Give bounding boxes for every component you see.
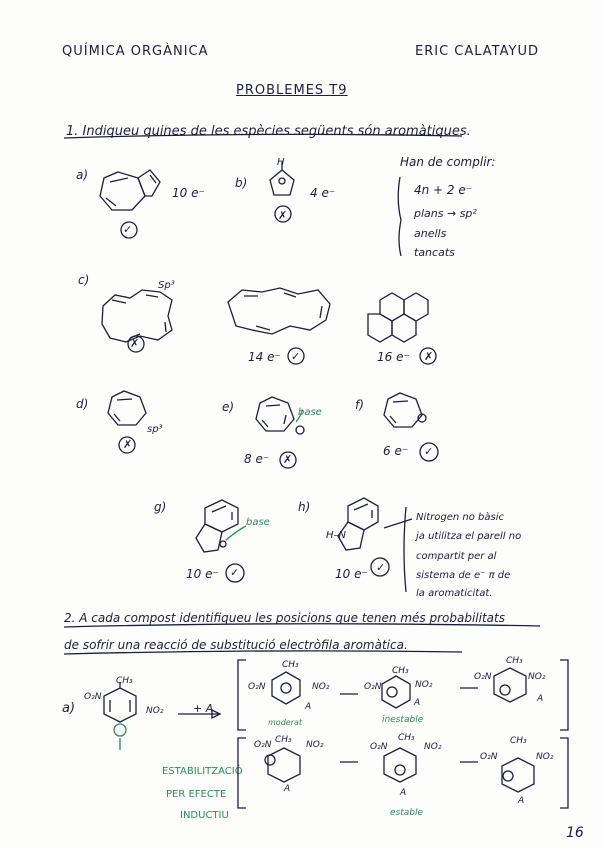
criteria-item: anells: [414, 227, 447, 240]
substituent: A: [400, 788, 407, 798]
verdict-mark: ✓: [123, 223, 133, 236]
substituent: O₂N: [364, 682, 382, 692]
substituent: NO₂: [536, 752, 554, 762]
substituent: O₂N: [480, 752, 498, 762]
atom-label: H–N: [326, 530, 346, 541]
item-label: c): [78, 273, 90, 287]
substituent: O₂N: [254, 740, 272, 750]
substituent: NO₂: [424, 742, 442, 752]
annulene-sp3: [102, 290, 172, 342]
nitrogen-note: sistema de e⁻ π de: [416, 570, 511, 581]
q2-statement: de sofrir una reacció de substitució electròfila aromàtica.: [64, 638, 408, 652]
stabilization-note: INDUCTIU: [180, 810, 229, 821]
indenyl-anion-structure: [196, 500, 246, 552]
verdict-mark: ✗: [123, 438, 133, 451]
item-label: h): [298, 500, 311, 514]
indole-structure: [338, 498, 378, 550]
electron-count: 14 e⁻: [248, 350, 281, 364]
intermediate-note: inestable: [382, 715, 424, 725]
q1-underline: [64, 134, 462, 138]
substituent: CH₃: [510, 736, 527, 746]
item-label: e): [222, 400, 235, 414]
verdict-mark: ✓: [291, 350, 301, 363]
item-label: d): [76, 397, 89, 411]
author-header: ERIC CALATAYUD: [415, 44, 539, 59]
reagent-label: + A: [193, 702, 214, 715]
item-label: g): [154, 500, 167, 514]
tropylium-structure: [384, 393, 426, 427]
nitrogen-note: la aromaticitat.: [416, 588, 493, 599]
sigma-complex-bottom: [265, 748, 534, 792]
electron-count: 8 e⁻: [244, 452, 270, 466]
electron-count: 4 e⁻: [310, 186, 336, 200]
substituent: CH₃: [275, 735, 292, 745]
substituent: NO₂: [415, 680, 433, 690]
q1-statement: 1. Indiqueu quines de les espècies següents són aromàtiques.: [66, 124, 471, 139]
criteria-item: 4n + 2 e⁻: [414, 183, 473, 197]
sigma-complex-top: [272, 668, 526, 708]
substituent: O₂N: [370, 742, 388, 752]
substituent: NO₂: [146, 706, 164, 716]
annulene-14: [228, 288, 330, 334]
substituent: CH₃: [506, 656, 523, 666]
pyrene-structure: [368, 293, 428, 342]
hybridization-note: Sp³: [158, 280, 175, 291]
item-label: a): [76, 168, 89, 182]
substituent: A: [537, 694, 544, 704]
item-label: b): [235, 176, 248, 190]
azulene-structure: [100, 170, 160, 210]
substituent: A: [518, 796, 525, 806]
stabilization-note: PER EFECTE: [166, 789, 227, 800]
substituent: O₂N: [474, 672, 492, 682]
verdict-mark: ✓: [424, 445, 434, 458]
nitrogen-note: Nitrogen no bàsic: [416, 512, 505, 523]
substituent: NO₂: [528, 672, 546, 682]
q2-statement: 2. A cada compost identifiqueu les posicions que tenen més probabilitats: [64, 611, 505, 625]
item-label: a): [62, 701, 76, 716]
substituent: NO₂: [306, 740, 324, 750]
substituent: NO₂: [312, 682, 330, 692]
base-note: base: [246, 517, 270, 528]
electron-count: 10 e⁻: [335, 567, 368, 581]
page-title: PROBLEMES T9: [236, 83, 348, 98]
verdict-mark: ✓: [376, 561, 386, 574]
verdict-mark: ✓: [230, 566, 240, 579]
verdict-mark: ✗: [278, 209, 288, 222]
substituent: CH₃: [282, 660, 299, 670]
verdict-mark: ✗: [130, 337, 140, 350]
criteria-heading: Han de complir:: [400, 155, 496, 169]
hybridization-note: sp³: [147, 424, 163, 435]
nitrogen-note: ja utilitza el parell no: [416, 531, 522, 542]
substituent: O₂N: [248, 682, 266, 692]
cyclopentadienyl-structure: [270, 162, 294, 195]
nitrogen-note: compartit per al: [416, 551, 497, 562]
verdict-mark: ✗: [424, 350, 434, 363]
substituent: O₂N: [84, 692, 102, 702]
verdict-mark: ✗: [283, 453, 293, 466]
substituent: CH₃: [398, 733, 415, 743]
subject-header: QUÍMICA ORGÀNICA: [62, 44, 209, 59]
starting-material: [104, 682, 136, 750]
intermediate-note: estable: [390, 808, 424, 818]
substituent: CH₃: [116, 676, 133, 686]
electron-count: 6 e⁻: [383, 444, 409, 458]
substituent: A: [414, 698, 421, 708]
criteria-item: tancats: [414, 246, 455, 259]
substituent: A: [305, 702, 312, 712]
page-number: 16: [566, 825, 584, 841]
electron-count: 16 e⁻: [377, 350, 410, 364]
electron-count: 10 e⁻: [186, 567, 219, 581]
heptatrienyl-anion-structure: [256, 397, 304, 434]
substituent: CH₃: [392, 666, 409, 676]
criteria-item: plans → sp²: [414, 207, 477, 220]
item-label: f): [355, 398, 364, 412]
substituent: A: [284, 784, 291, 794]
atom-label: H: [277, 157, 285, 168]
stabilization-note: ESTABILITZACIÓ: [162, 766, 243, 777]
electron-count: 10 e⁻: [172, 186, 205, 200]
cycloheptatriene-structure: [108, 391, 146, 425]
base-note: base: [298, 407, 322, 418]
intermediate-note: moderat: [268, 718, 303, 727]
